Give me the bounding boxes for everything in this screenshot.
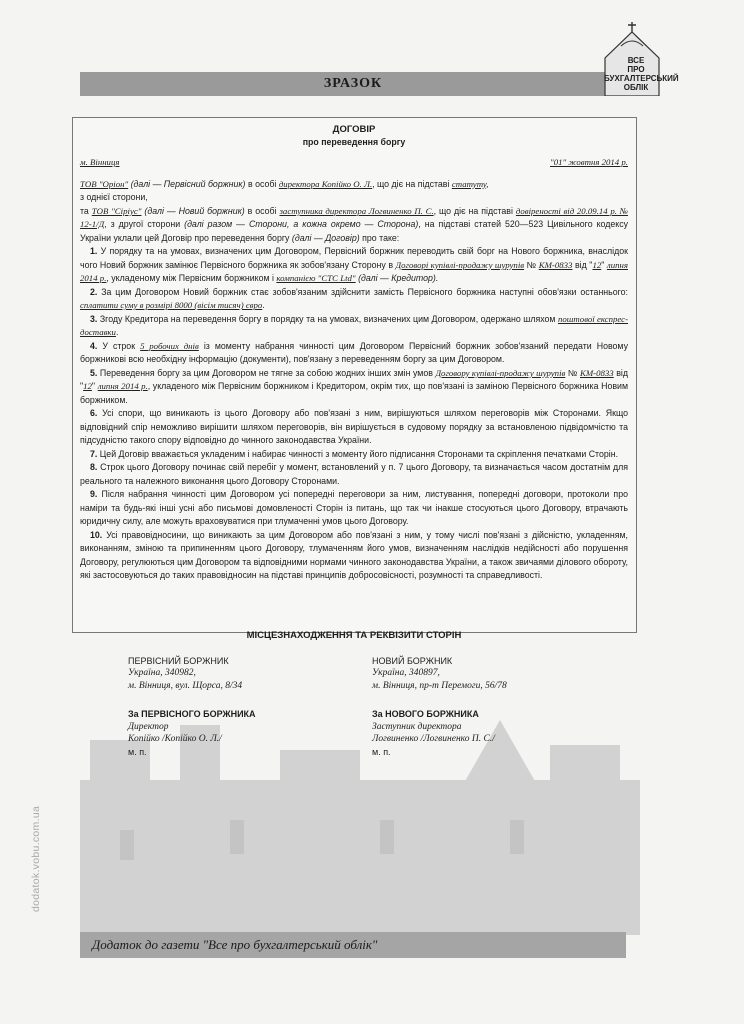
- party-2-name: ТОВ "Сіріус": [91, 205, 142, 216]
- city-date-row: [80, 156, 628, 170]
- clause-text: (далі — Кредитор).: [358, 273, 439, 283]
- clause-9: [80, 488, 628, 529]
- clause-text: із моменту набрання чинності цим Договором Первісний боржник зобов'язаний передати Новому боржникові всю необхідну інформацію (документи), пов'язану з переведенням боргу за цим Договором.: [80, 340, 628, 364]
- clause-3: [80, 313, 628, 340]
- logo-line: ВСЕ: [627, 56, 645, 65]
- party-1-name: ТОВ "Оріон": [80, 178, 129, 189]
- contract-title: ДОГОВІР: [332, 124, 376, 135]
- clause-2: [80, 286, 628, 313]
- party-label: ПЕРВІСНИЙ БОРЖНИК: [128, 655, 229, 666]
- clause-text: ": [601, 259, 605, 270]
- clause-text: , укладеному між Первісним боржником і: [106, 273, 274, 283]
- logo-text: [604, 56, 679, 92]
- signature-heading: За НОВОГО БОРЖНИКА: [372, 709, 479, 719]
- address-line: м. Вінниця, пр-т Перемоги, 56/78: [372, 680, 507, 691]
- original-debtor-address: [128, 655, 358, 693]
- requisites-heading: МІСЦЕЗНАХОДЖЕННЯ ТА РЕКВІЗИТИ СТОРІН: [246, 630, 462, 641]
- clause-number: 2.: [90, 286, 98, 297]
- logo-line: ПРО: [627, 65, 645, 74]
- party-1-basis: статуту,: [451, 178, 489, 189]
- clause-number: 8.: [90, 462, 98, 472]
- signatory-position: Заступник директора: [372, 721, 462, 732]
- address-line: м. Вінниця, вул. Щорса, 8/34: [128, 680, 243, 691]
- clause-4: [80, 340, 628, 367]
- signatures-section: [80, 708, 628, 788]
- logo-line: БУХГАЛТЕРСЬКИЙ: [604, 74, 679, 83]
- clause-number: 6.: [90, 408, 98, 418]
- clause-fill: Договорі купівлі-продажу шурупів: [395, 259, 525, 270]
- clause-text: Переведення боргу за цим Договором не тягне за собою жодних інших змін умов: [99, 367, 433, 378]
- clause-number: 7.: [90, 448, 98, 459]
- clause-number: 9.: [90, 489, 98, 499]
- clause-fill: 12: [83, 381, 92, 391]
- clause-text: .: [115, 327, 119, 337]
- clause-text: від ": [575, 259, 593, 270]
- signatory-signature: Копійко /Копійко О. Л./: [128, 734, 222, 744]
- clause-fill: КМ-0833: [538, 259, 573, 270]
- clause-text: Строк цього Договору починає свій перебіг у момент, встановлений у п. 7 цього Договору, та визначається часом достатнім для реального та належного виконання цього Договору Сторонами.: [80, 462, 628, 486]
- party-1-role: (далі — Первісний боржник): [130, 178, 246, 189]
- clause-number: 1.: [90, 246, 98, 256]
- contract-subtitle: про переведення боргу: [302, 137, 406, 147]
- clause-text: ": [91, 381, 96, 391]
- clause-fill: компанією "СТС Ltd": [276, 273, 356, 283]
- signature-heading: За ПЕРВІСНОГО БОРЖНИКА: [128, 709, 256, 719]
- clause-text: У строк: [102, 340, 136, 351]
- logo-line: ОБЛІК: [623, 83, 649, 92]
- preamble-text: в особі: [247, 178, 277, 189]
- party-2-role: (далі — Новий боржник): [144, 205, 245, 216]
- preamble-text: про таке:: [362, 232, 400, 243]
- contract-role: (далі — Договір): [291, 232, 360, 243]
- new-debtor-signature: [372, 708, 602, 758]
- clause-text: №: [567, 367, 578, 378]
- preamble: [80, 178, 628, 246]
- header-title: ЗРАЗОК: [323, 76, 383, 91]
- preamble-text: , з другої сторони: [104, 219, 181, 229]
- preamble-text: в особі: [247, 205, 277, 216]
- clause-text: Цей Договір вважається укладеним і набирає чинності з моменту його підписання Сторонами та скріплення печатками Сторін.: [99, 448, 619, 459]
- seal-mark: м. п.: [128, 746, 147, 757]
- signatory-signature: Логвиненко /Логвиненко П. С./: [372, 734, 495, 744]
- contract-city: м. Вінниця: [80, 157, 120, 167]
- clause-number: 5.: [90, 367, 98, 378]
- clause-text: від ": [80, 367, 628, 391]
- clause-fill: поштової експрес-доставки: [80, 313, 628, 337]
- party-label: НОВИЙ БОРЖНИК: [372, 655, 453, 666]
- clause-5: [80, 367, 628, 408]
- contract-date: "01" жовтня 2014 р.: [550, 157, 628, 167]
- signatures: [80, 708, 628, 788]
- clause-8: [80, 461, 628, 488]
- original-debtor-signature: [128, 708, 358, 758]
- clause-text: За цим Договором Новий боржник стає зобов'язаним здійснити замість Первісного боржника наступні обов'язки останнього:: [101, 286, 628, 297]
- parties-roles: (далі разом — Сторони, а кожна окремо — Сторона): [184, 219, 419, 229]
- clause-number: 3.: [90, 313, 98, 324]
- clause-6: [80, 407, 628, 448]
- site-watermark: dodatok.vobu.com.ua: [30, 805, 42, 912]
- clause-fill: Договору купівлі-продажу шурупів: [435, 367, 566, 378]
- clause-text: №: [526, 259, 537, 270]
- footer-text: Додаток до газети "Все про бухгалтерський облік": [92, 937, 378, 952]
- clause-7: [80, 448, 628, 462]
- clause-fill: сплатити суму в розмірі 8000 (вісім тисяч) євро: [80, 300, 263, 310]
- party-1-rep: директора Копійко О. Л.: [278, 178, 373, 189]
- clause-text: .: [262, 300, 265, 310]
- clause-10: [80, 529, 628, 583]
- address-line: Україна, 340897,: [372, 668, 440, 678]
- seal-mark: м. п.: [372, 746, 391, 757]
- clause-text: Згоду Кредитора на переведення боргу в порядку та на умовах, визначених цим Договором, одержано шляхом: [99, 313, 556, 324]
- clause-number: 10.: [90, 529, 103, 540]
- clause-fill: липня 2014 р.: [97, 381, 148, 391]
- clause-fill: 12: [592, 259, 602, 270]
- clause-1: [80, 245, 628, 286]
- preamble-text: та: [80, 205, 89, 216]
- new-debtor-address: [372, 655, 602, 693]
- party-2-basis: довіреності від 20.09.14 р. № 12-1/Д: [80, 205, 628, 229]
- signatory-position: Директор: [128, 721, 169, 732]
- preamble-text: , що діє на підставі: [372, 178, 450, 189]
- clause-fill: КМ-0833: [579, 367, 614, 378]
- clause-fill: 5 робочих днів: [140, 340, 199, 351]
- clause-fill: липня 2014 р.: [80, 259, 628, 283]
- clause-text: , укладеного між Первісним боржником і Кредитором, окрім тих, що пов'язані із заміною Первісного боржника Новим боржником.: [80, 381, 628, 405]
- preamble-text: , що діє на підставі: [433, 205, 513, 216]
- address-line: Україна, 340982,: [128, 668, 196, 678]
- contract-body: [80, 124, 628, 583]
- footer-band: [80, 932, 626, 958]
- clause-number: 4.: [90, 340, 98, 351]
- clause-text: Після набрання чинності цим Договором усі попередні переговори за ним, листування, попередні договори, протоколи про наміри та будь-які інші усні або письмові домовленості Сторін із питань, що так чи інакше стосуються цього Договору, втрачають юридичну силу, але можуть враховуватися при тлумаченні умов цього Договору.: [80, 489, 628, 526]
- preamble-text: з однієї сторони,: [80, 192, 148, 202]
- clause-text: Усі спори, що виникають із цього Договору або пов'язані з ним, вирішуються шляхом переговорів між Сторонами. Якщо відповідний спір неможливо вирішити шляхом переговорів, він вирішується в судовому порядку за встановленою підвідомчістю та підсудністю такого спору відповідно до чинного законодавства України.: [80, 408, 628, 445]
- clause-text: Усі правовідносини, що виникають за цим Договором або пов'язані з ним, у тому числі пов'язані з дійсністю, укладенням, виконанням, зміною та припиненням цього Договору, тлумаченням його умов, визначенням наслідків недійсності або порушення Договору, регулюються цим Договором та відповідними нормами чинного законодавства України, а також звичаями ділового обороту, які застосовуються до таких правовідносин на підставі принципів добросовісності, розумності та справедливості.: [80, 529, 628, 580]
- preamble-text: , на підставі статей 520—523 Цивільного кодексу України уклали цей Договір про переведення боргу: [80, 219, 629, 243]
- party-2-rep: заступника директора Логвиненко П. С.: [279, 205, 434, 216]
- clause-text: У порядку та на умовах, визначених цим Договором, Первісний боржник переводить свій борг на Нового боржника, внаслідок чого Новий боржник замінює Первісного боржника як зобов'язану Сторону в: [80, 246, 629, 270]
- header-band: [80, 72, 626, 96]
